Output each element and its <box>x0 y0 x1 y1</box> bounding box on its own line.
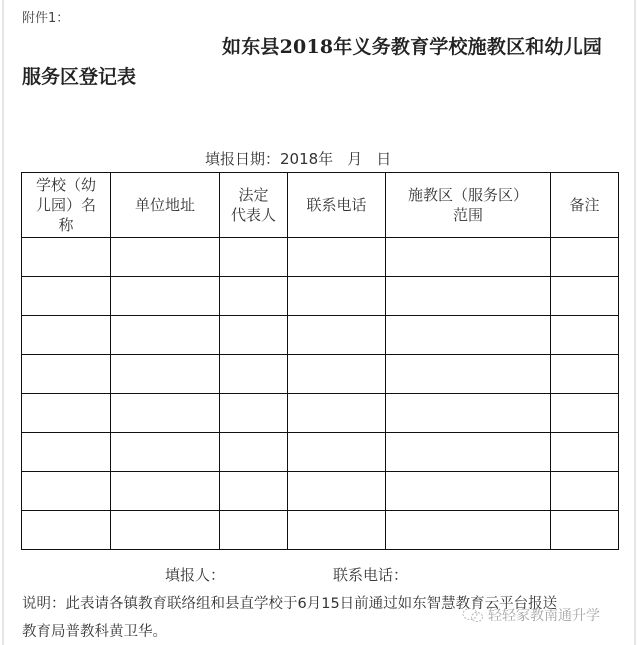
table-cell[interactable] <box>220 511 288 550</box>
table-cell[interactable] <box>288 277 386 316</box>
attachment-label: 附件1： <box>22 11 70 26</box>
column-header-district-range <box>386 173 551 238</box>
table-cell[interactable] <box>22 472 111 511</box>
table-cell[interactable] <box>220 433 288 472</box>
table-cell[interactable] <box>111 316 220 355</box>
header-line: 学校（幼 <box>35 176 96 194</box>
header-line: 儿园）名 <box>35 196 96 214</box>
table-cell[interactable] <box>551 394 619 433</box>
table-cell[interactable] <box>551 238 619 277</box>
table-cell[interactable] <box>386 433 551 472</box>
document-title-line1: 如东县2018年义务教育学校施教区和幼儿园 <box>222 36 603 58</box>
table-cell[interactable] <box>386 511 551 550</box>
table-cell[interactable] <box>386 277 551 316</box>
table-row <box>22 355 619 394</box>
note-line1: 说明：此表请各镇教育联络组和县直学校于6月15日前通过如东智慧教育云平台报送 <box>22 596 558 612</box>
table-cell[interactable] <box>220 394 288 433</box>
table-cell[interactable] <box>220 238 288 277</box>
table-cell[interactable] <box>220 355 288 394</box>
wechat-icon <box>462 607 484 623</box>
column-header-phone: 联系电话 <box>288 173 386 238</box>
table-cell[interactable] <box>22 394 111 433</box>
table-row <box>22 511 619 550</box>
column-header-legal-rep <box>220 173 288 238</box>
table-cell[interactable] <box>22 316 111 355</box>
fill-date-label: 填报日期：2018年 <box>205 150 334 168</box>
table-cell[interactable] <box>386 238 551 277</box>
table-cell[interactable] <box>551 316 619 355</box>
column-header-remarks: 备注 <box>551 173 619 238</box>
table-cell[interactable] <box>22 277 111 316</box>
table-cell[interactable] <box>288 355 386 394</box>
fill-date-day: 日 <box>376 150 392 168</box>
filler-phone-label: 联系电话： <box>333 566 409 584</box>
fill-date <box>205 148 391 169</box>
table-cell[interactable] <box>220 472 288 511</box>
table-cell[interactable] <box>288 472 386 511</box>
table-cell[interactable] <box>386 394 551 433</box>
table-cell[interactable] <box>22 238 111 277</box>
table-cell[interactable] <box>551 355 619 394</box>
table-body <box>22 238 619 550</box>
table-cell[interactable] <box>111 433 220 472</box>
page-border-left <box>2 0 4 645</box>
watermark-text: 轻轻家教南通升学 <box>488 608 600 624</box>
table-cell[interactable] <box>288 316 386 355</box>
column-header-school-name <box>22 173 111 238</box>
table-cell[interactable] <box>551 433 619 472</box>
table-cell[interactable] <box>288 433 386 472</box>
column-header-address: 单位地址 <box>111 173 220 238</box>
table-cell[interactable] <box>220 277 288 316</box>
note-line2: 教育局普教科黄卫华。 <box>22 624 167 640</box>
table-cell[interactable] <box>220 316 288 355</box>
header-line: 法定 <box>238 186 269 204</box>
header-line: 范围 <box>452 206 483 224</box>
table-cell[interactable] <box>111 511 220 550</box>
table-row <box>22 277 619 316</box>
table-cell[interactable] <box>386 472 551 511</box>
table-cell[interactable] <box>111 472 220 511</box>
table-cell[interactable] <box>111 394 220 433</box>
table-row <box>22 433 619 472</box>
table-cell[interactable] <box>22 433 111 472</box>
fill-date-month: 月 <box>347 150 363 168</box>
table-cell[interactable] <box>551 511 619 550</box>
table-cell[interactable] <box>288 238 386 277</box>
document-title-line2: 服务区登记表 <box>22 66 137 88</box>
page-border-right <box>634 0 636 645</box>
table-cell[interactable] <box>111 238 220 277</box>
table-cell[interactable] <box>111 277 220 316</box>
table-row <box>22 238 619 277</box>
registration-table <box>21 172 619 550</box>
table-row <box>22 472 619 511</box>
table-header-row <box>22 173 619 238</box>
table-row <box>22 394 619 433</box>
table-cell[interactable] <box>386 355 551 394</box>
header-line: 施教区（服务区） <box>407 186 528 204</box>
table-cell[interactable] <box>288 394 386 433</box>
table-cell[interactable] <box>551 277 619 316</box>
header-line: 称 <box>58 216 74 234</box>
filler-person-label: 填报人： <box>165 566 226 584</box>
table-row <box>22 316 619 355</box>
table-cell[interactable] <box>22 511 111 550</box>
table-cell[interactable] <box>386 316 551 355</box>
header-line: 代表人 <box>230 206 276 224</box>
watermark <box>462 605 600 625</box>
table-cell[interactable] <box>551 472 619 511</box>
table-cell[interactable] <box>288 511 386 550</box>
table-cell[interactable] <box>111 355 220 394</box>
table-cell[interactable] <box>22 355 111 394</box>
